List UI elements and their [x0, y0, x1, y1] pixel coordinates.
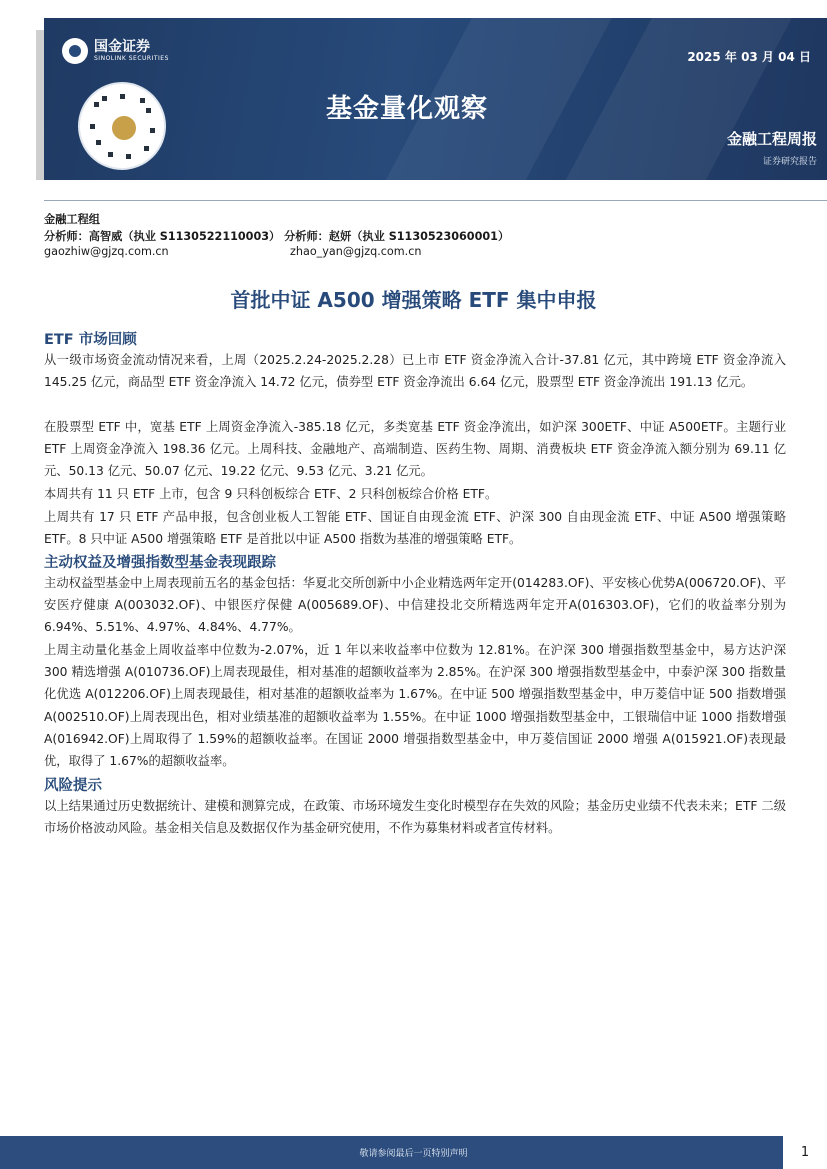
company-logo [62, 36, 169, 66]
report-type: 证券研究报告 [762, 157, 817, 167]
section-heading: ETF 市场回顾 [44, 332, 137, 348]
analyst-email[interactable]: gaozhiw@gjzq.com.cn [44, 245, 169, 258]
document-title: 首批中证 A500 增强策略 ETF 集中申报 [230, 288, 597, 312]
paragraph: 本周共有 11 只 ETF 上市，包含 9 只科创板综合 ETF、2 只科创板综合价格 ETF。 [44, 487, 498, 501]
report-date: 2025 年 03 月 04 日 [687, 50, 811, 64]
logo-mark-icon [62, 38, 88, 64]
paragraph: 以上结果通过历史数据统计、建模和测算完成，在政策、市场环境发生变化时模型存在失效的风险；基金历史业绩不代表未来；ETF 二级市场价格波动风险。基金相关信息及数据仅作为基金研究使用，不作为募集材料或者宣传材料。 [44, 799, 786, 836]
paragraph: 上周主动量化基金上周收益率中位数为-2.07%，近 1 年以来收益率中位数为 12.81%。在沪深 300 增强指数型基金中，易方达沪深 300 精选增强 A(010736.OF)上周表现最佳，相对基准的超额收益率为 2.85%。在沪深 300 增强指数型基金中，中泰沪深 300 指数量化优选 A(012206.OF)上周表现最佳，相对基准的超额收益率为 1.67%。在中证 500 增强指数型基金中，申万菱信中证 500 指数增强 A(002510.OF)上周表现出色，相对业绩基准的超额收益率为 1.55%。在中证 1000 增强指数型基金中，工银瑞信中证 1000 指数增强 A(016942.OF)上周取得了 1.59%的超额收益率。在国证 2000 增强指数型基金中，申万菱信国证 2000 增强 A(015921.OF)表现最优，取得了 1.67%的超额收益率。 [44, 643, 786, 769]
analyst-email[interactable]: zhao_yan@gjzq.com.cn [290, 245, 422, 258]
analyst-line: 分析师：高智威（执业 S1130522110003） 分析师：赵妍（执业 S1130523060001） [44, 230, 510, 243]
footer-bar [0, 1136, 827, 1169]
qr-center-badge [112, 116, 136, 140]
paragraph: 从一级市场资金流动情况来看，上周（2025.2.24-2025.2.28）已上市 ETF 资金净流入合计-37.81 亿元，其中跨境 ETF 资金净流入 145.25 亿元，商品型 ETF 资金净流入 14.72 亿元，债券型 ETF 资金净流出 6.64 亿元，股票型 ETF 资金净流出 191.13 亿元。 [44, 353, 786, 390]
paragraph: 上周共有 17 只 ETF 产品申报，包含创业板人工智能 ETF、国证自由现金流 ETF、沪深 300 自由现金流 ETF、中证 A500 增强策略 ETF。8 只中证 A500 增强策略 ETF 是首批以中证 A500 指数为基准的增强策略 ETF。 [44, 510, 786, 547]
page-number: 1 [783, 1136, 827, 1169]
analyst-group: 金融工程组 [44, 213, 100, 226]
divider [44, 200, 827, 201]
section-heading: 风险提示 [44, 778, 102, 794]
section-heading: 主动权益及增强指数型基金表现跟踪 [44, 555, 276, 571]
logo-name-en: SINOLINK SECURITIES [94, 54, 169, 62]
qr-code-icon [78, 82, 166, 170]
footer-note: 敬请参阅最后一页特别声明 [359, 1149, 468, 1159]
report-title: 基金量化观察 [326, 94, 489, 124]
report-series: 金融工程周报 [726, 130, 817, 148]
paragraph: 在股票型 ETF 中，宽基 ETF 上周资金净流入-385.18 亿元，多类宽基 ETF 资金净流出，如沪深 300ETF、中证 A500ETF。主题行业 ETF 上周资金净流入 198.36 亿元。上周科技、金融地产、高端制造、医药生物、周期、消费板块 ETF 资金净流入额分别为 69.11 亿元、50.13 亿元、50.07 亿元、19.22 亿元、9.53 亿元、3.21 亿元。 [44, 420, 786, 479]
logo-name-cn: 国金证券 [94, 38, 150, 55]
paragraph: 主动权益型基金中上周表现前五名的基金包括：华夏北交所创新中小企业精选两年定开(014283.OF)、平安核心优势A(006720.OF)、平安医疗健康 A(003032.OF)、中银医疗保健 A(005689.OF)、中信建投北交所精选两年定开A(016303.OF)，它们的收益率分别为 6.94%、5.51%、4.97%、4.84%、4.77%。 [44, 576, 786, 635]
